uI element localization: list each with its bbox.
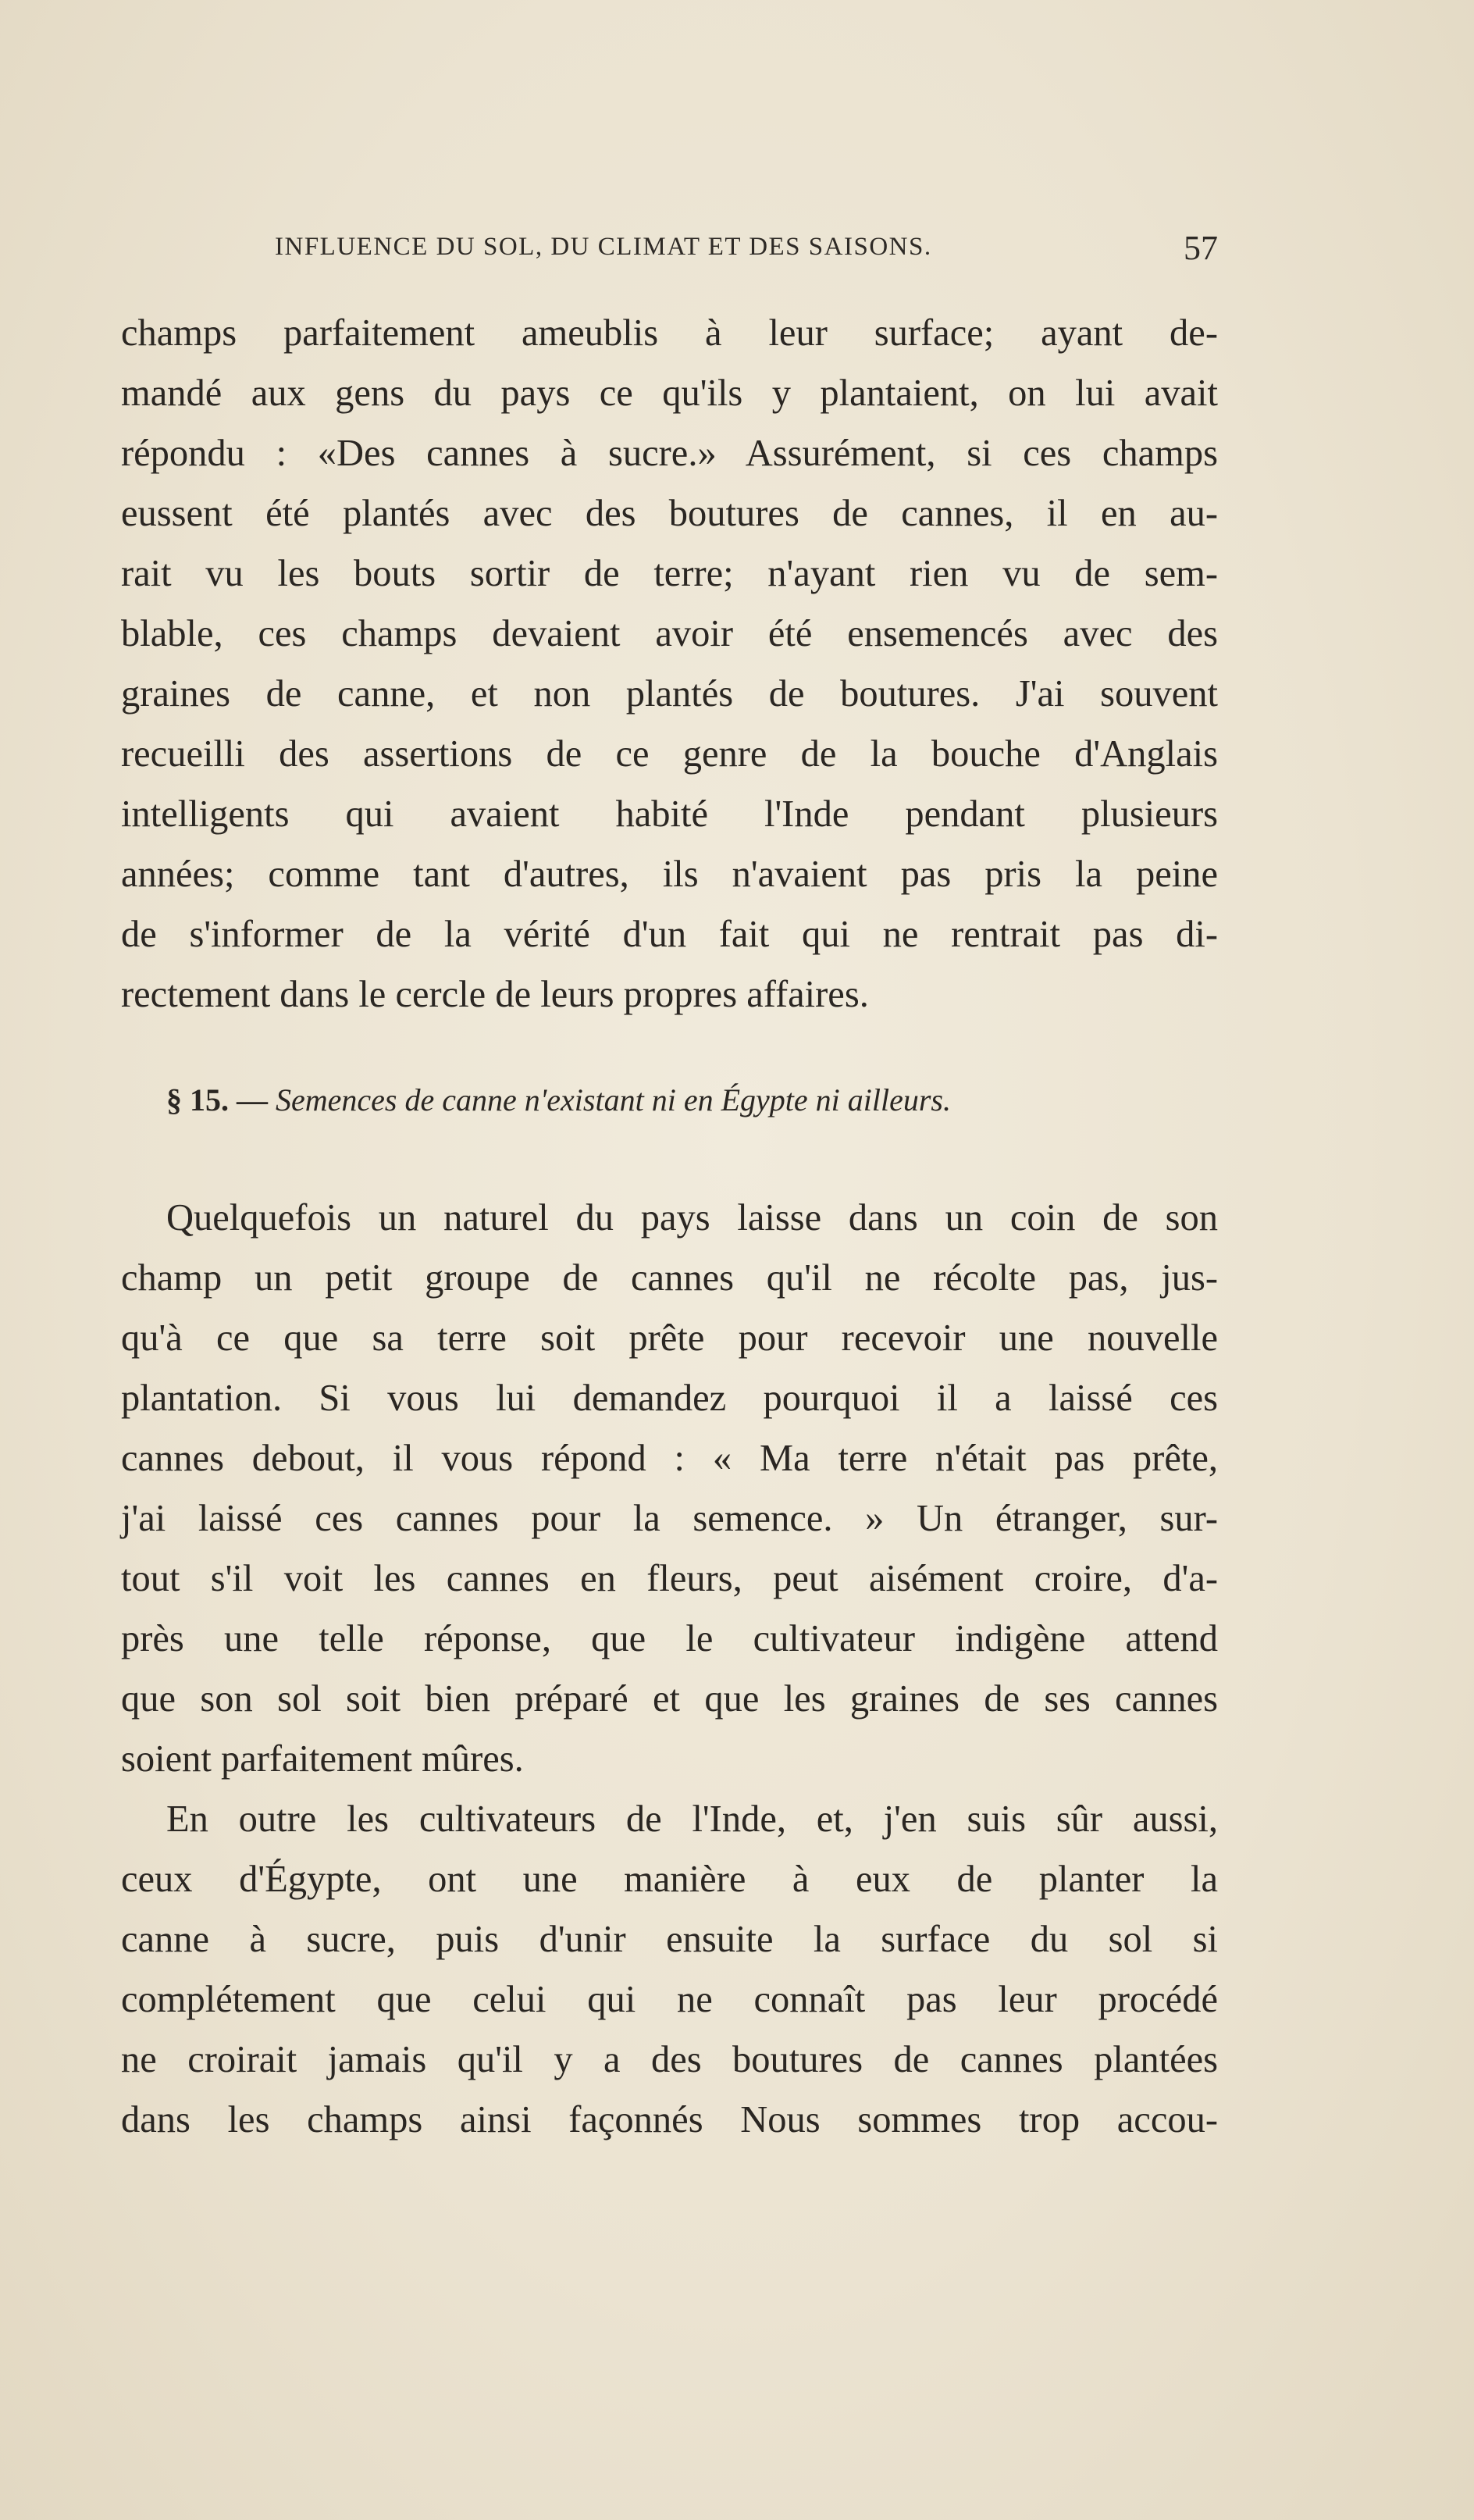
text-line: intelligents qui avaient habité l'Inde pendant plusieurs: [121, 793, 1218, 835]
text-line: En outre les cultivateurs de l'Inde, et, j'en suis sûr aussi,: [166, 1798, 1218, 1840]
text-line: ne croirait jamais qu'il y a des boutures de cannes plantées: [121, 2039, 1218, 2080]
text-line: j'ai laissé ces cannes pour la semence. » Un étranger, sur-: [121, 1498, 1218, 1539]
section-number: § 15. —: [166, 1082, 268, 1117]
text-line: qu'à ce que sa terre soit prête pour recevoir une nouvelle: [121, 1317, 1218, 1359]
text-line: années; comme tant d'autres, ils n'avaient pas pris la peine: [121, 854, 1218, 895]
text-line: blable, ces champs devaient avoir été ensemencés avec des: [121, 613, 1218, 654]
paragraph-2: [121, 1188, 1218, 1789]
text-line: canne à sucre, puis d'unir ensuite la surface du sol si: [121, 1919, 1218, 1960]
text-line: soient parfaitement mûres.: [121, 1738, 524, 1780]
paragraph-3: [121, 1789, 1218, 2150]
text-line: champs parfaitement ameublis à leur surface; ayant de-: [121, 312, 1218, 354]
text-line: recueilli des assertions de ce genre de la bouche d'Anglais: [121, 733, 1218, 775]
text-line: ceux d'Égypte, ont une manière à eux de planter la: [121, 1859, 1218, 1900]
text-line: Quelquefois un naturel du pays laisse dans un coin de son: [166, 1197, 1218, 1239]
text-line: de s'informer de la vérité d'un fait qui ne rentrait pas di-: [121, 914, 1218, 955]
text-line: dans les champs ainsi façonnés Nous sommes trop accou-: [121, 2099, 1218, 2140]
text-line: rait vu les bouts sortir de terre; n'ayant rien vu de sem-: [121, 553, 1218, 594]
text-line: cannes debout, il vous répond : « Ma terre n'était pas prête,: [121, 1438, 1218, 1479]
text-line: près une telle réponse, que le cultivateur indigène attend: [121, 1618, 1218, 1659]
text-line: graines de canne, et non plantés de boutures. J'ai souvent: [121, 673, 1218, 715]
text-line: rectement dans le cercle de leurs propres affaires.: [121, 974, 869, 1015]
running-head: INFLUENCE DU SOL, DU CLIMAT ET DES SAISONS.: [275, 233, 932, 261]
body-text: [121, 303, 1218, 2150]
text-line: champ un petit groupe de cannes qu'il ne récolte pas, jus-: [121, 1257, 1218, 1299]
page-number: 57: [1184, 229, 1218, 267]
text-line: que son sol soit bien préparé et que les graines de ses cannes: [121, 1678, 1218, 1720]
page-header: [275, 229, 1218, 272]
section-heading: [121, 1070, 1218, 1130]
text-line: complétement que celui qui ne connaît pas leur procédé: [121, 1979, 1218, 2020]
paragraph-1: [121, 303, 1218, 1025]
section-title: Semences de canne n'existant ni en Égypte ni ailleurs.: [276, 1082, 951, 1117]
text-line: plantation. Si vous lui demandez pourquoi il a laissé ces: [121, 1378, 1218, 1419]
text-line: eussent été plantés avec des boutures de cannes, il en au-: [121, 493, 1218, 534]
text-line: tout s'il voit les cannes en fleurs, peut aisément croire, d'a-: [121, 1558, 1218, 1599]
text-line: répondu : «Des cannes à sucre.» Assurément, si ces champs: [121, 433, 1218, 474]
text-line: mandé aux gens du pays ce qu'ils y plantaient, on lui avait: [121, 372, 1218, 414]
